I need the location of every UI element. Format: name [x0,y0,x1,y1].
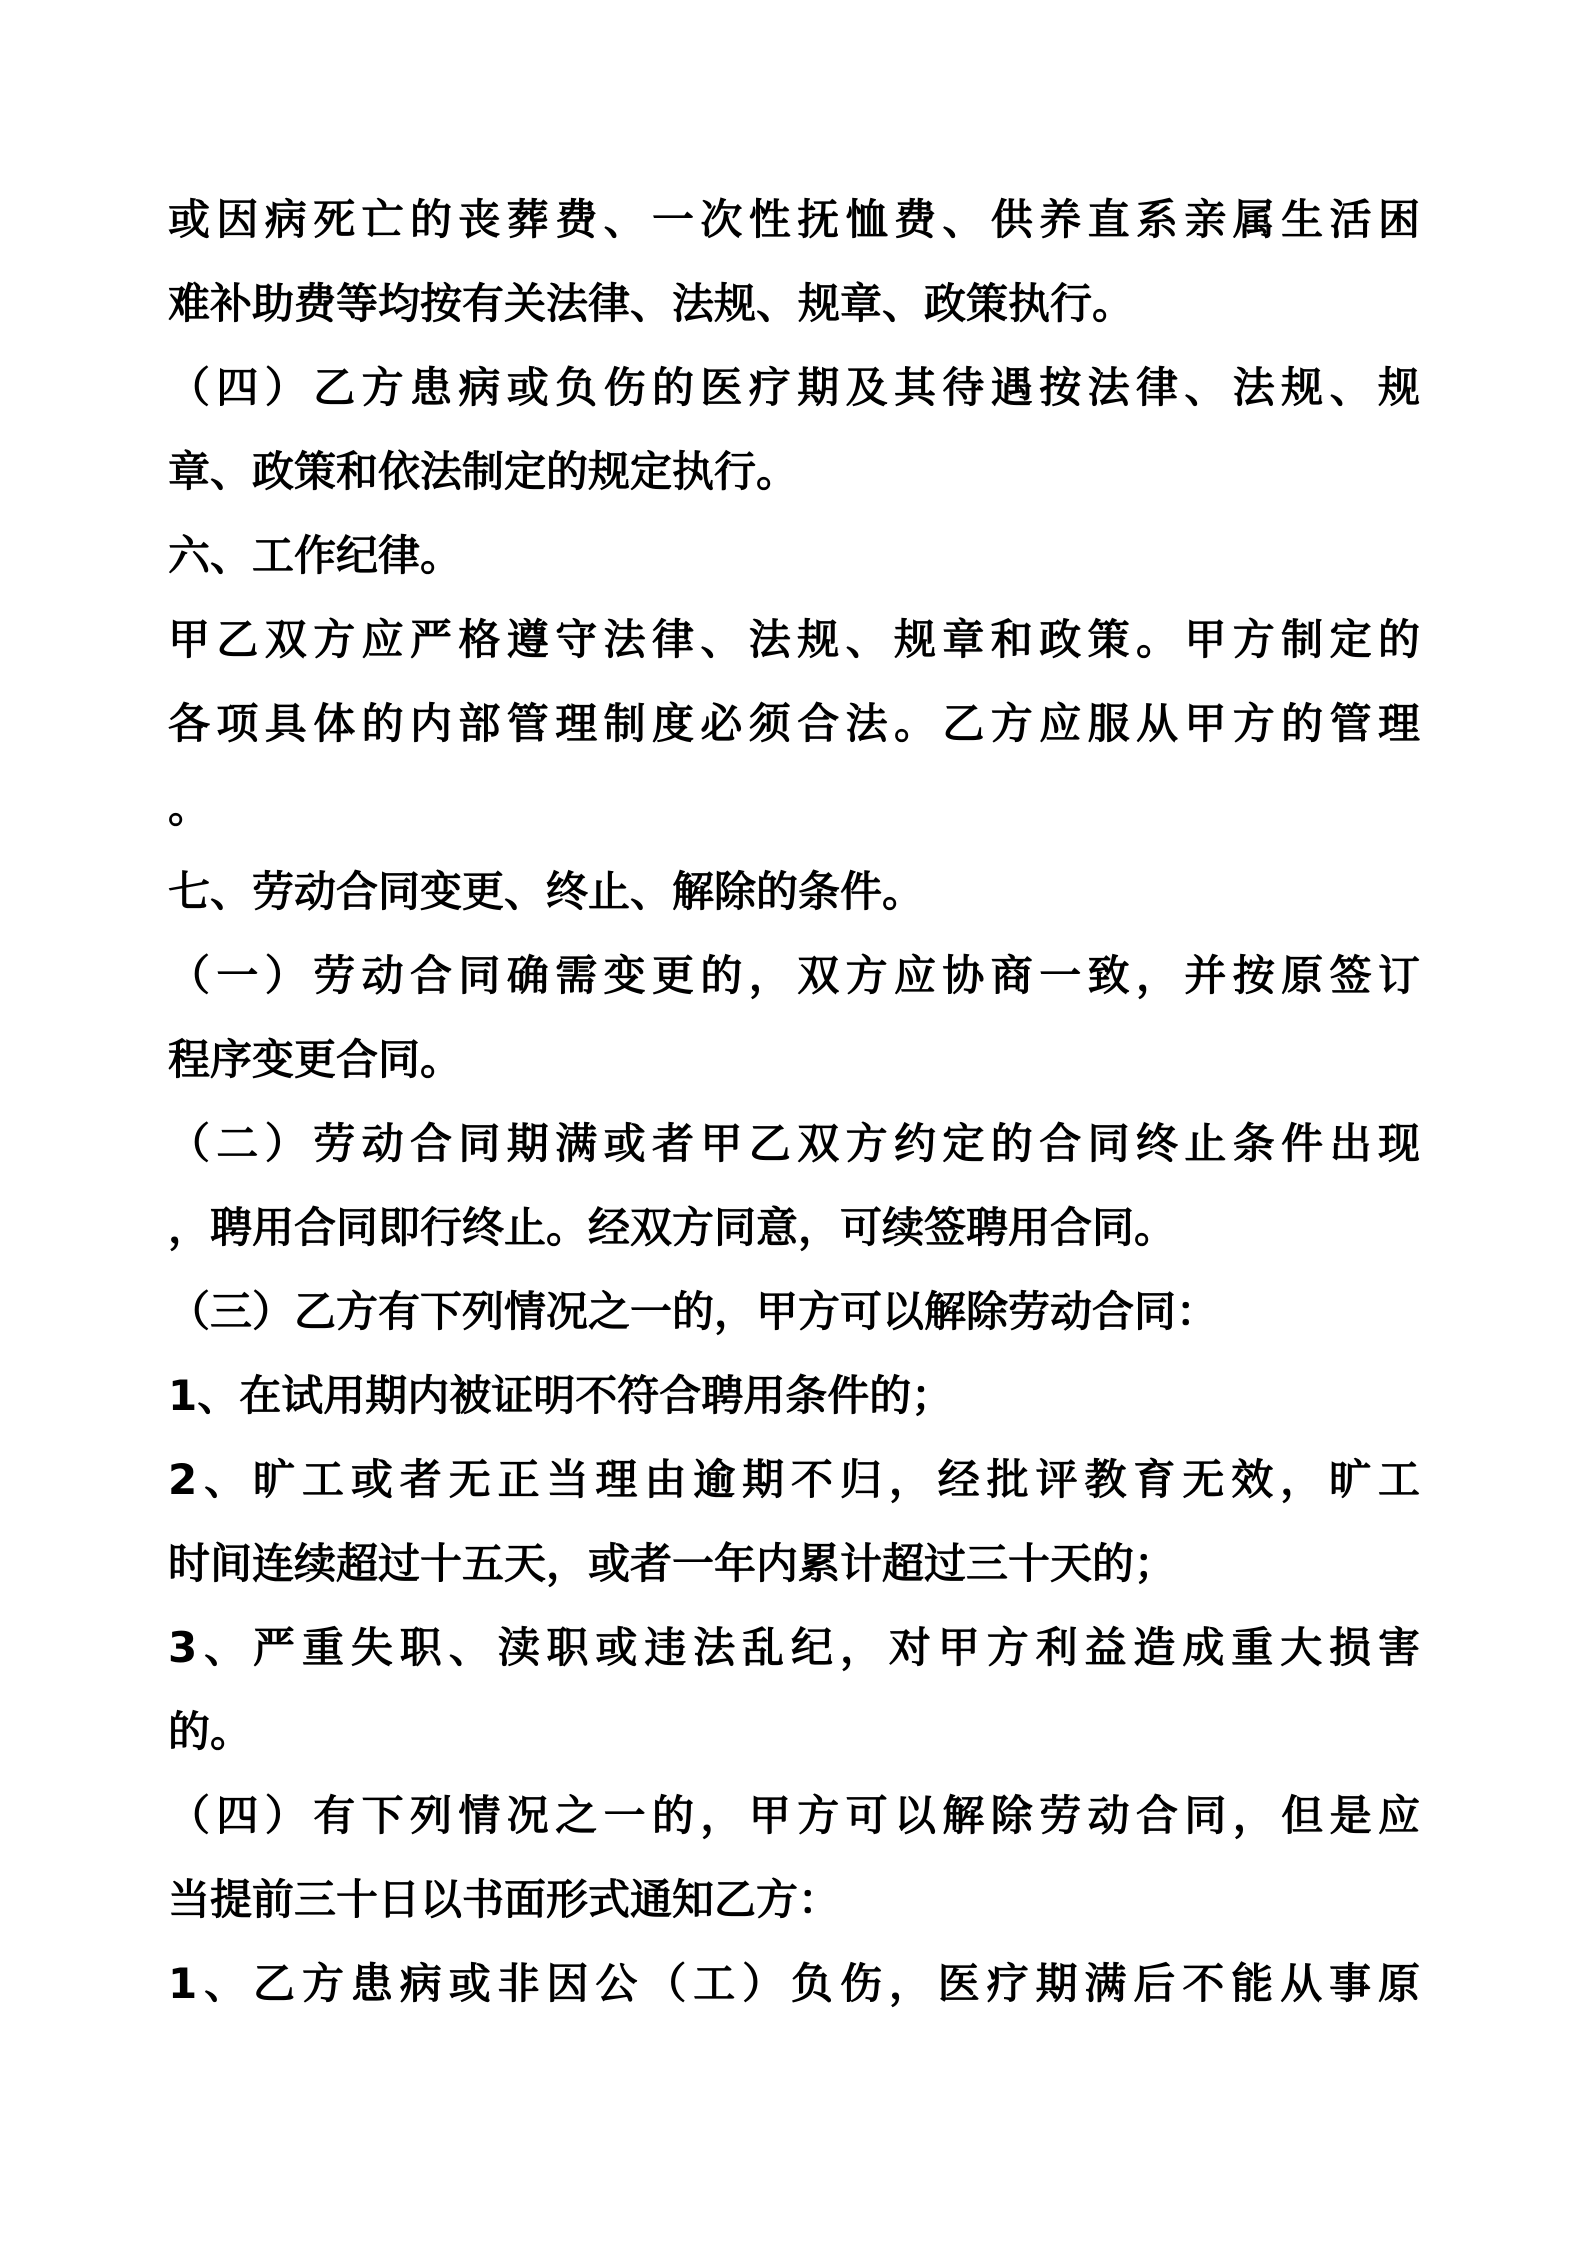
text-line: （四）乙方患病或负伤的医疗期及其待遇按法律、法规、规 [168,363,1420,412]
document-body [168,178,1420,2026]
text-line: 1、乙方患病或非因公（工）负伤，医疗期满后不能从事原 [168,1959,1420,2008]
text-line: 。 [168,783,211,832]
text-line: 或因病死亡的丧葬费、一次性抚恤费、供养直系亲属生活困 [168,195,1420,244]
text-line: 3、严重失职、渎职或违法乱纪，对甲方利益造成重大损害 [168,1623,1420,1672]
text-line: 章、政策和依法制定的规定执行。 [168,447,799,496]
text-line: （三）乙方有下列情况之一的，甲方可以解除劳动合同： [168,1287,1219,1336]
text-line: ，聘用合同即行终止。经双方同意，可续签聘用合同。 [168,1203,1177,1252]
text-line: 难补助费等均按有关法律、法规、规章、政策执行。 [168,279,1135,328]
text-line: 各项具体的内部管理制度必须合法。乙方应服从甲方的管理 [168,699,1420,748]
text-line: 时间连续超过十五天，或者一年内累计超过三十天的； [168,1539,1177,1588]
text-line: 程序变更合同。 [168,1035,463,1084]
text-line: 当提前三十日以书面形式通知乙方： [168,1875,841,1924]
text-line: 七、劳动合同变更、终止、解除的条件。 [168,867,925,916]
text-line: 2、旷工或者无正当理由逾期不归，经批评教育无效，旷工 [168,1455,1420,1504]
text-line: 甲乙双方应严格遵守法律、法规、规章和政策。甲方制定的 [168,615,1420,664]
text-line: （二）劳动合同期满或者甲乙双方约定的合同终止条件出现 [168,1119,1420,1168]
text-line: （一）劳动合同确需变更的，双方应协商一致，并按原签订 [168,951,1420,1000]
text-line: 1、在试用期内被证明不符合聘用条件的； [168,1371,954,1420]
text-line: 六、工作纪律。 [168,531,463,580]
text-line: 的。 [168,1707,253,1756]
text-line: （四）有下列情况之一的，甲方可以解除劳动合同，但是应 [168,1791,1420,1840]
